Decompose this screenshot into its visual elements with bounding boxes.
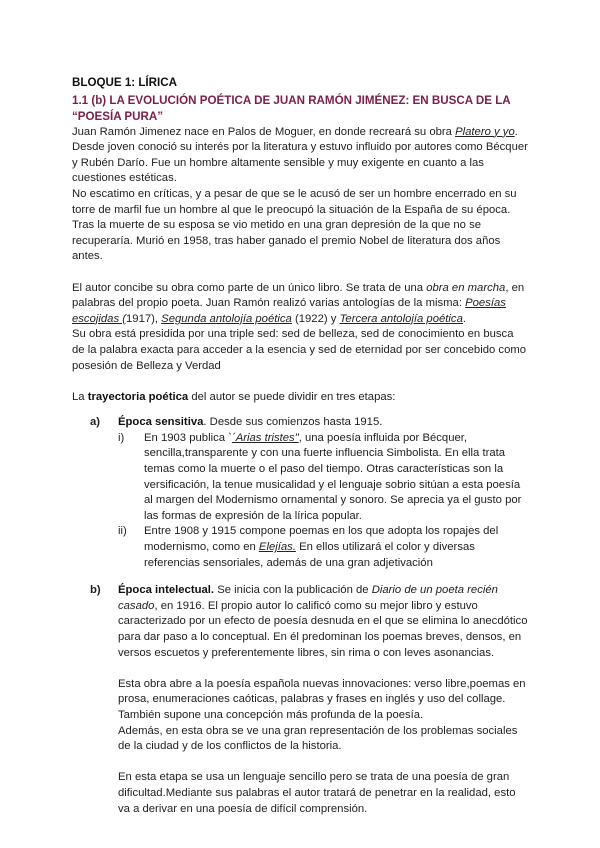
section-title: 1.1 (b) LA EVOLUCIÓN POÉTICA DE JUAN RAMÓN JIMÉNEZ: EN BUSCA DE LA “POESÍA PURA” — [72, 93, 511, 123]
list-marker-b: b) — [90, 584, 101, 597]
etapa-sensitiva: a) Época sensitiva. Desde sus comienzos hasta 1915. — [72, 415, 528, 431]
intro-paragraph-1: Juan Ramón Jimenez nace en Palos de Moguer, en donde recreará su obra Platero y yo. Desde joven conoció su interés por la literatura y estuvo influido por autores como Bécquer y Rubén Darío. Fue un hombre altamente sensible y muy exigente en cuanto a las cuestiones estéticas. — [72, 125, 528, 185]
intro-paragraph-2: No escatimo en críticas, y a pesar de que se le acusó de ser un hombre encerrado en su torre de marfil fue un hombre al que le preocupó la situación de la España de su época. — [72, 187, 517, 216]
obra-paragraph: El autor concibe su obra como parte de un único libro. Se trata de una obra en marcha, en palabras del propio poeta. Juan Ramón realizó varias antologías de la misma: Poesías escojidas (1917), Segunda antolojía poética (1922) y Tercera antolojía poética. — [72, 281, 525, 325]
intro-paragraph-3: Tras la muerte de su esposa se vio metido en una gran depresión de la que no se recuperaría. Murió en 1958, tras haber ganado el premio Nobel de literatura dos años antes. — [72, 219, 501, 263]
list-marker-a: a) — [90, 416, 101, 429]
etapa-intelectual-title: Época intelectual. — [118, 584, 215, 597]
anthology-3: Tercera antolojía poética — [339, 312, 463, 325]
obra-en-marcha: obra en marcha — [426, 281, 506, 294]
anthology-2: Segunda antolojía poética — [161, 312, 292, 325]
document-page — [72, 75, 528, 817]
work-title-platero: Platero y yo — [455, 125, 515, 138]
lenguaje-paragraph: En esta etapa se usa un lenguaje sencillo pero se trata de una poesía de gran dificultad.Mediante sus palabras el autor tratará de penetrar en la realidad, esto va a derivar en una poesía de difícil comprensión. — [118, 771, 516, 815]
trayectoria-paragraph: La trayectoria poética del autor se puede dividir en tres etapas: — [72, 390, 396, 403]
anthology-1: Poesías escojidas ( — [72, 297, 506, 325]
work-title-diario: Diario de un poeta recién casado — [118, 584, 498, 612]
etapa-intelectual: b) Época intelectual. Se inicia con la publicación de Diario de un poeta recién casado, en 1916. El propio autor lo calificó como su mejor libro y estuvo caracterizado por un efecto de poesía desnuda en el que se elimina lo anecdótico para dar paso a lo conceptual. En él predominan los poemas breves, densos, en versos escuetos y preferentemente libres, sin rima o con leves asonancias. Esta obra abre a la poesía española nuevas innovaciones: verso libre,poemas en prosa, enumeraciones caóticas, palabras y frases en inglés y uso del collage. También supone una concepción más profunda de la poesía. Además, en esta obra se ve una gran representación de los problemas sociales de la ciudad y de los conflictos de la historia. En esta etapa se usa un lenguaje sencillo pero se trata de una poesía de gran dificultad.Mediante sus palabras el autor tratará de penetrar en la realidad, esto va a derivar en una poesía de difícil comprensión. — [72, 583, 528, 817]
etapa-sensitiva-item-2: ii) Entre 1908 y 1915 compone poemas en los que adopta los ropajes del modernismo, como en Elejías. En ellos utilizará el color y diversas referencias sensoriales, además de una gran adjetivación — [118, 525, 499, 569]
problemas-paragraph: Además, en esta obra se ve una gran representación de los problemas sociales de la ciudad y de los conflictos de la historia. — [118, 724, 518, 753]
etapa-sensitiva-item-1: i) En 1903 publica `´Arias tristes", una poesía influida por Bécquer, sencilla,transparente y con una fuerte influencia Simbolista. En ella trata temas como la muerte o el paso del tiempo. Otras características son la versificación, la tenue musicalidad y el lenguaje sobrio sitúan a esta poesía al margen del Modernismo ornamental y sonoro. Se aprecia ya el gusto por las formas de expresión de la lírica popular. — [118, 431, 522, 522]
work-title-arias-tristes: ´Arias tristes" — [231, 431, 299, 444]
work-title-elejias: Elejías. — [258, 541, 296, 554]
sed-paragraph: Su obra está presidida por una triple sed: sed de belleza, sed de conocimiento en busca de la palabra exacta para acceder a la esencia y sed de eternidad por ser concebido como posesión de Belleza y Verdad — [72, 328, 527, 372]
concepcion-paragraph: También supone una concepción más profunda de la poesía. — [118, 708, 424, 721]
etapa-sensitiva-title: Época sensitiva — [118, 416, 204, 429]
innovaciones-paragraph: Esta obra abre a la poesía española nuevas innovaciones: verso libre,poemas en prosa, enumeraciones caóticas, palabras y frases en inglés y uso del collage. — [118, 677, 526, 706]
page-heading: BLOQUE 1: LÍRICA — [72, 76, 177, 89]
